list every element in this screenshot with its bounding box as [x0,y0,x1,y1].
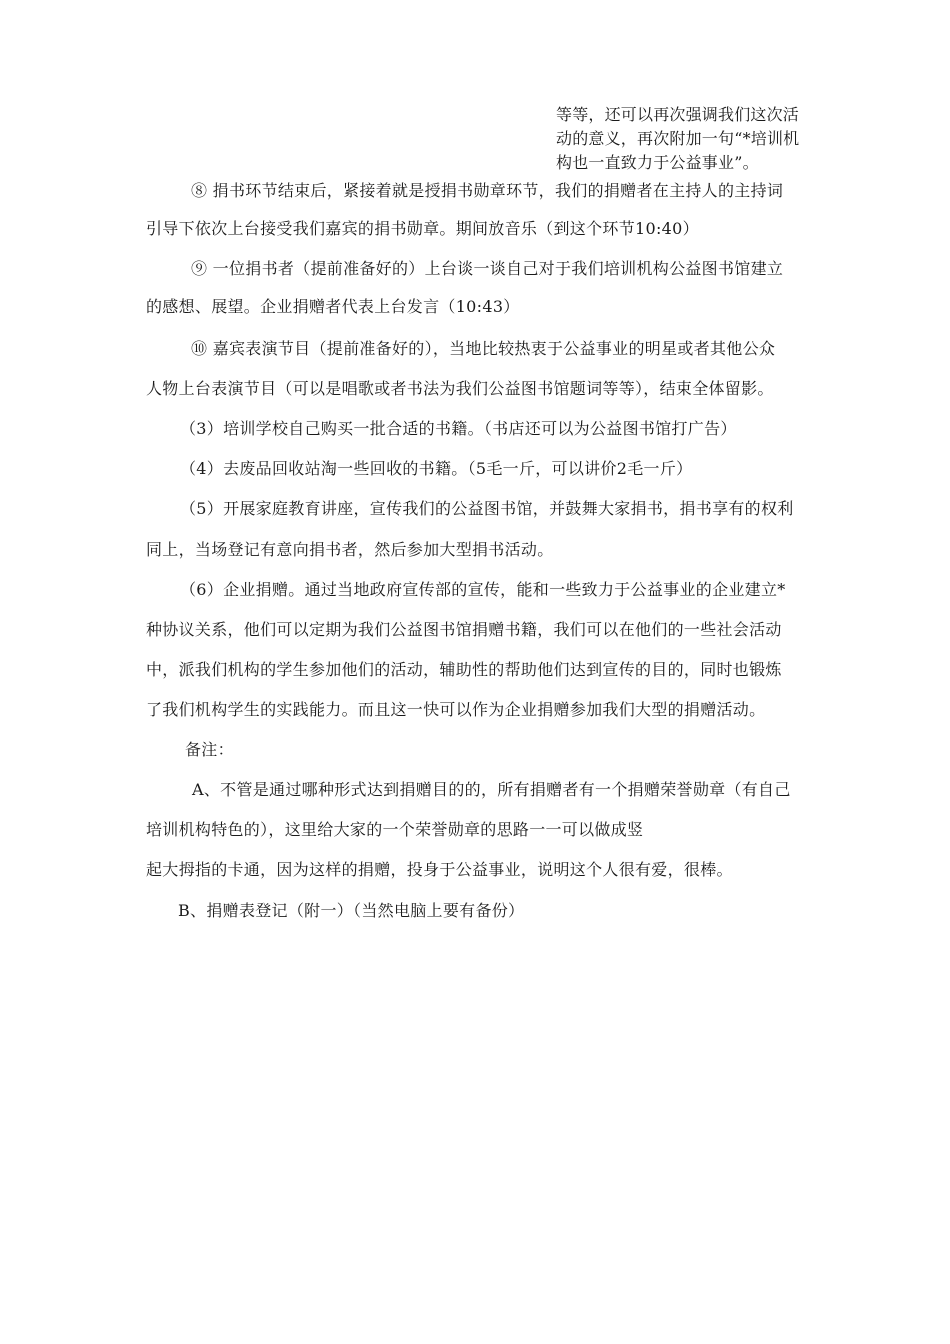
paragraph-10-line-1: ⑩ 嘉宾表演节目（提前准备好的），当地比较热衷于公益事业的明星或者其他公众 [191,339,776,358]
section-6-line-3: 中，派我们机构的学生参加他们的活动，辅助性的帮助他们达到宣传的目的，同时也锻炼 [146,660,782,679]
paragraph-10-line-2: 人物上台表演节目（可以是唱歌或者书法为我们公益图书馆题词等等），结束全体留影。 [146,379,774,398]
note-a-line-1: A、不管是通过哪种形式达到捐赠目的的，所有捐赠者有一个捐赠荣誉勋章（有自己 [192,780,791,799]
section-5-line-2: 同上，当场登记有意向捐书者，然后参加大型捐书活动。 [146,540,554,559]
paragraph-8-line-2: 引导下依次上台接受我们嘉宾的捐书勋章。期间放音乐（到这个环节10:40） [146,219,699,238]
note-b-line-1: B、捐赠表登记（附一）（当然电脑上要有备份） [178,901,525,920]
section-6-line-4: 了我们机构学生的实践能力。而且这一快可以作为企业捐赠参加我们大型的捐赠活动。 [146,700,766,719]
top-right-note [556,103,846,175]
note-line: 动的意义，再次附加一句“*培训机 [556,129,800,148]
section-4: （4）去废品回收站淘一些回收的书籍。（5毛一斤，可以讲价2毛一斤） [180,459,693,478]
section-6-line-2: 种协议关系，他们可以定期为我们公益图书馆捐赠书籍，我们可以在他们的一些社会活动 [146,620,782,639]
paragraph-9-line-2: 的感想、展望。企业捐赠者代表上台发言（10:43） [146,297,520,316]
note-a-line-3: 起大拇指的卡通，因为这样的捐赠，投身于公益事业，说明这个人很有爱，很棒。 [146,860,733,879]
section-3: （3）培训学校自己购买一批合适的书籍。（书店还可以为公益图书馆打广告） [180,419,737,438]
section-5-line-1: （5）开展家庭教育讲座，宣传我们的公益图书馆，并鼓舞大家捐书，捐书享有的权利 [180,499,794,518]
paragraph-8-line-1: ⑧ 捐书环节结束后，紧接着就是授捐书勋章环节，我们的捐赠者在主持人的主持词 [191,181,784,200]
note-line: 等等，还可以再次强调我们这次活 [556,105,800,124]
note-a-line-2: 培训机构特色的），这里给大家的一个荣誉勋章的思路一一可以做成竖 [146,820,644,839]
note-title: 备注： [185,740,234,759]
section-6-line-1: （6）企业捐赠。通过当地政府宣传部的宣传，能和一些致力于公益事业的企业建立* [180,580,786,599]
note-line: 构也一直致力于公益事业”。 [556,153,759,172]
paragraph-9-line-1: ⑨ 一位捐书者（提前准备好的）上台谈一谈自己对于我们培训机构公益图书馆建立 [191,259,784,278]
